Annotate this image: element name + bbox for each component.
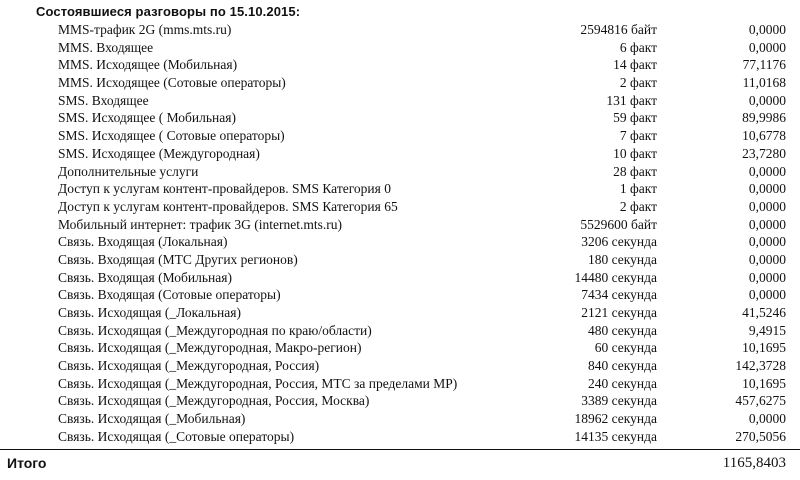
table-row — [0, 92, 800, 110]
total-label: Итого — [7, 455, 47, 471]
service-name: Доступ к услугам контент-провайдеров. SMS Категория 65 — [58, 198, 398, 214]
service-name: Связь. Входящая (Локальная) — [58, 234, 228, 250]
service-quantity: 5529600 байт — [580, 216, 657, 232]
service-name: SMS. Исходящее ( Сотовые операторы) — [58, 128, 285, 144]
table-row — [0, 304, 800, 322]
service-quantity: 2 факт — [619, 75, 657, 91]
service-amount: 0,0000 — [748, 181, 786, 197]
service-quantity: 3206 секунда — [581, 234, 657, 250]
service-amount: 0,0000 — [748, 163, 786, 179]
service-amount: 457,6275 — [735, 393, 786, 409]
service-amount: 0,0000 — [748, 39, 786, 55]
service-quantity: 180 секунда — [588, 251, 657, 267]
service-amount: 270,5056 — [735, 428, 786, 444]
service-amount: 10,1695 — [742, 340, 786, 356]
table-row — [0, 322, 800, 340]
service-quantity: 131 факт — [606, 92, 657, 108]
table-row — [0, 286, 800, 304]
service-amount: 10,6778 — [742, 128, 786, 144]
service-amount: 89,9986 — [742, 110, 786, 126]
service-quantity: 28 факт — [613, 163, 657, 179]
service-amount: 0,0000 — [748, 92, 786, 108]
service-quantity: 7 факт — [619, 128, 657, 144]
service-quantity: 59 факт — [613, 110, 657, 126]
service-quantity: 2 факт — [619, 198, 657, 214]
table-row — [0, 251, 800, 269]
service-name: Связь. Исходящая (_Сотовые операторы) — [58, 428, 295, 444]
service-name: Связь. Исходящая (_Междугородная, Макро-регион) — [58, 340, 362, 356]
service-name: Доступ к услугам контент-провайдеров. SMS Категория 0 — [58, 181, 391, 197]
table-row — [0, 216, 800, 234]
service-quantity: 840 секунда — [588, 358, 657, 374]
table-row — [0, 375, 800, 393]
service-name: Связь. Входящая (Сотовые операторы) — [58, 287, 281, 303]
service-quantity: 14480 секунда — [574, 269, 657, 285]
table-row — [0, 145, 800, 163]
service-quantity: 6 факт — [619, 39, 657, 55]
service-name: Связь. Исходящая (_Мобильная) — [58, 411, 246, 427]
total-value: 1165,8403 — [722, 455, 786, 471]
table-row — [0, 428, 800, 446]
table-row — [0, 410, 800, 428]
service-quantity: 480 секунда — [588, 322, 657, 338]
service-name: MMS. Входящее — [58, 39, 154, 55]
service-quantity: 240 секунда — [588, 375, 657, 391]
service-quantity: 14 факт — [613, 57, 657, 73]
service-amount: 0,0000 — [748, 198, 786, 214]
service-name: Связь. Исходящая (_Локальная) — [58, 305, 241, 320]
service-name: Связь. Исходящая (_Междугородная, Россия, Москва) — [58, 393, 370, 409]
service-amount: 77,1176 — [742, 57, 786, 73]
service-amount: 142,3728 — [735, 358, 786, 374]
table-row — [0, 21, 800, 39]
service-name: Связь. Входящая (Мобильная) — [58, 269, 232, 285]
service-amount: 10,1695 — [742, 375, 786, 391]
service-name: MMS-трафик 2G (mms.mts.ru) — [58, 22, 232, 37]
service-name: SMS. Входящее — [58, 92, 149, 108]
service-amount: 0,0000 — [748, 251, 786, 267]
table-row — [0, 357, 800, 375]
service-amount: 0,0000 — [748, 287, 786, 303]
service-quantity: 1 факт — [619, 181, 657, 197]
service-name: Мобильный интернет: трафик 3G (internet.mts.ru) — [58, 216, 342, 232]
service-amount: 0,0000 — [748, 216, 786, 232]
total-divider — [0, 449, 800, 450]
service-amount: 23,7280 — [742, 145, 786, 161]
service-name: Дополнительные услуги — [58, 163, 199, 179]
service-quantity: 2121 секунда — [581, 305, 657, 320]
service-amount: 9,4915 — [748, 322, 786, 338]
service-quantity: 2594816 байт — [580, 22, 657, 37]
service-name: Связь. Исходящая (_Междугородная по краю/области) — [58, 322, 372, 338]
service-amount: 0,0000 — [748, 22, 786, 37]
table-row — [0, 74, 800, 92]
table-row — [0, 392, 800, 410]
page-title: Состоявшиеся разговоры по 15.10.2015: — [36, 4, 301, 19]
service-amount: 41,5246 — [742, 305, 786, 320]
service-name: Связь. Входящая (МТС Других регионов) — [58, 251, 298, 267]
table-row — [0, 127, 800, 145]
table-row — [0, 233, 800, 251]
table-row — [0, 163, 800, 181]
service-quantity: 60 секунда — [594, 340, 657, 356]
service-quantity: 14135 секунда — [574, 428, 657, 444]
table-row — [0, 339, 800, 357]
service-name: MMS. Исходящее (Мобильная) — [58, 57, 238, 73]
service-name: Связь. Исходящая (_Междугородная, Россия) — [58, 358, 320, 374]
total-row — [0, 452, 800, 474]
table-row — [0, 39, 800, 57]
table-row — [0, 198, 800, 216]
service-amount: 0,0000 — [748, 411, 786, 427]
service-name: SMS. Исходящее ( Мобильная) — [58, 110, 236, 126]
service-name: MMS. Исходящее (Сотовые операторы) — [58, 75, 286, 91]
table-row — [0, 56, 800, 74]
service-amount: 0,0000 — [748, 269, 786, 285]
service-quantity: 3389 секунда — [581, 393, 657, 409]
service-quantity: 18962 секунда — [574, 411, 657, 427]
table-row — [0, 109, 800, 127]
table-row — [0, 269, 800, 287]
service-amount: 0,0000 — [748, 234, 786, 250]
service-name: SMS. Исходящее (Междугородная) — [58, 145, 260, 161]
service-name: Связь. Исходящая (_Междугородная, Россия, МТС за пределами МР) — [58, 375, 458, 391]
table-row — [0, 180, 800, 198]
service-quantity: 10 факт — [613, 145, 657, 161]
service-amount: 11,0168 — [742, 75, 786, 91]
service-quantity: 7434 секунда — [581, 287, 657, 303]
charges-table — [0, 21, 800, 446]
